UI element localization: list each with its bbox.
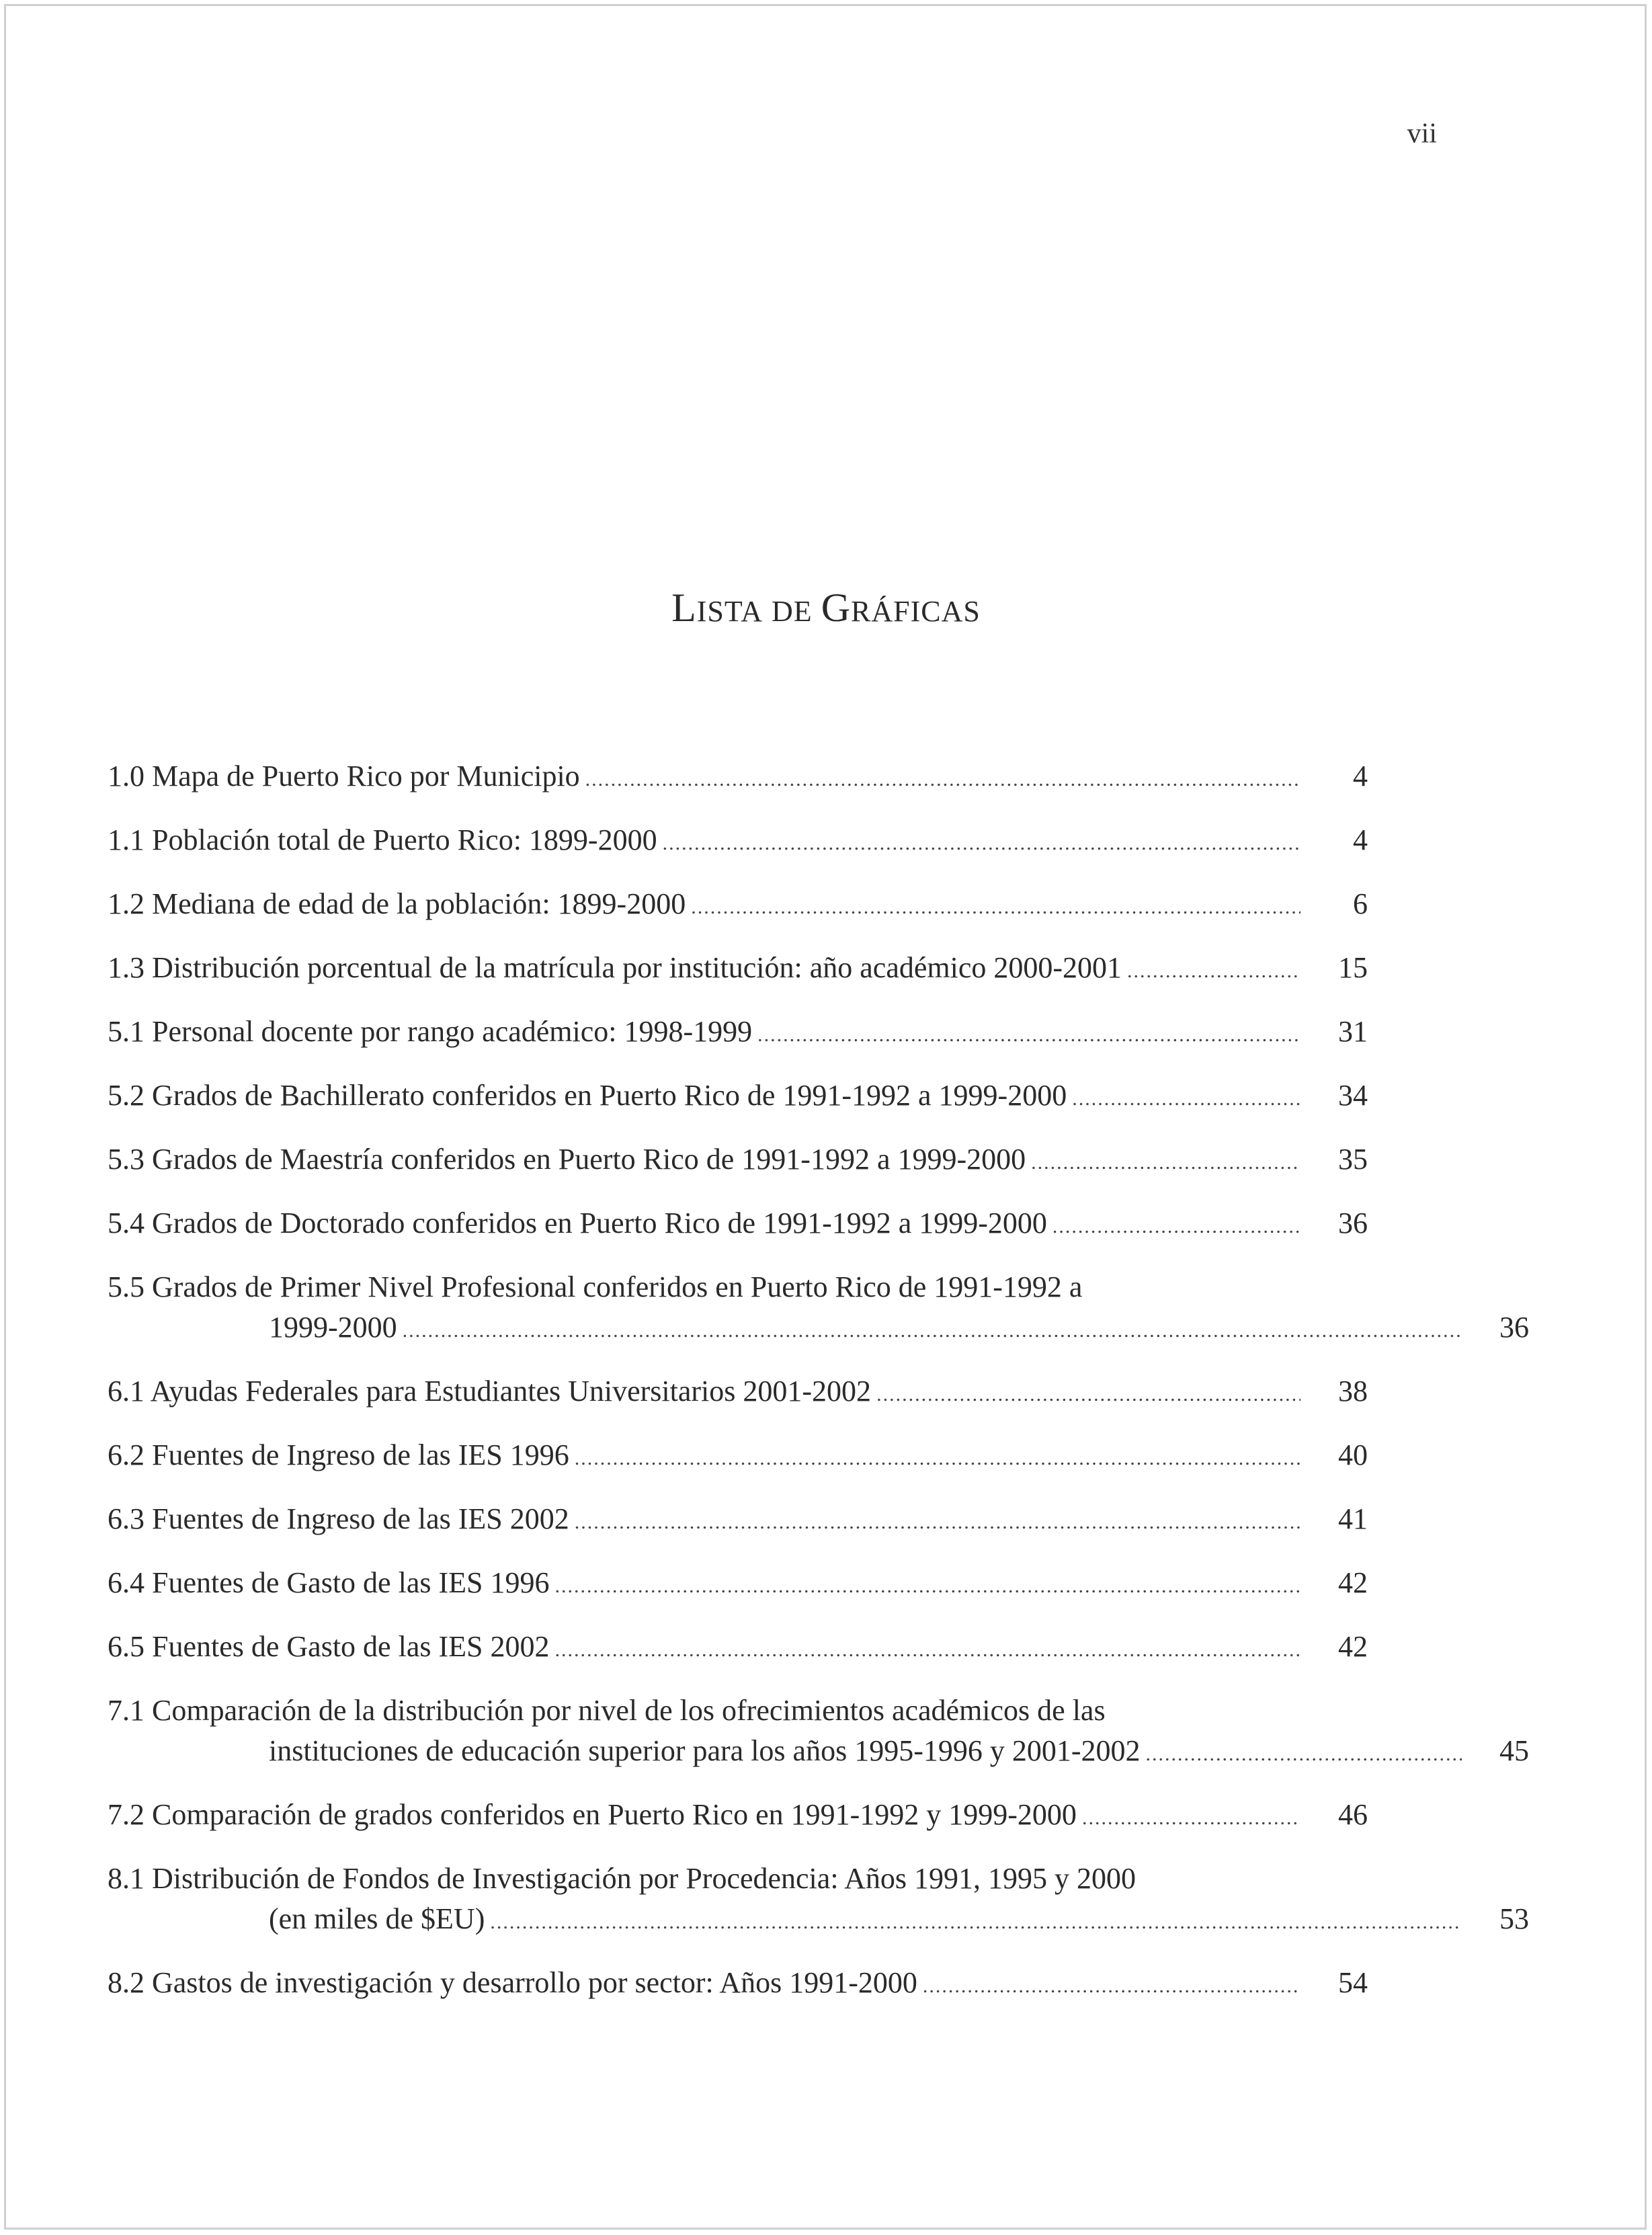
toc-entry-page-number: 41 [1338,1502,1368,1535]
toc-entry[interactable] [108,1963,1368,2006]
toc-entry[interactable] [108,948,1368,991]
toc-entry[interactable] [108,1203,1368,1247]
toc-entry-page-number: 46 [1338,1798,1368,1831]
toc-entry[interactable] [108,1627,1368,1670]
toc-entry-title: 1.2 Mediana de edad de la población: 1899-2000 [108,887,686,920]
toc-entry-page-number: 45 [1499,1734,1529,1767]
toc-entry-page-number: 15 [1338,951,1368,984]
toc-entry[interactable] [108,1371,1368,1415]
page-title [0,585,1652,631]
toc-entry-row [108,1139,1368,1183]
toc-entry-row [108,1075,1368,1119]
toc-entry-title: 1.3 Distribución porcentual de la matrícula por institución: año académico 2000-2001 [108,951,1122,984]
toc-entry[interactable] [108,820,1368,864]
toc-entry-page-number: 34 [1338,1079,1368,1112]
toc-entry-row [108,1499,1368,1543]
toc-entry[interactable] [108,1435,1368,1479]
toc-entry-row [108,1012,1368,1055]
dot-leader [923,1966,1300,2006]
toc-entry-row [108,884,1368,928]
dot-leader [403,1311,1462,1351]
dot-leader [1082,1798,1300,1838]
toc-entry-row [108,820,1368,864]
toc-entry-title: 5.1 Personal docente por rango académico: 1998-1999 [108,1015,753,1048]
title-word-de: DE [772,595,813,628]
toc-entry-title: 5.3 Grados de Maestría conferidos en Puerto Rico de 1991-1992 a 1999-2000 [108,1143,1026,1176]
toc-entry[interactable] [108,1139,1368,1183]
toc-entry-title-line1: 7.1 Comparación de la distribución por nivel de los ofrecimientos académicos de las [108,1694,1106,1727]
dot-leader [1031,1143,1300,1183]
toc-entry-page-number: 40 [1338,1438,1368,1471]
toc-entry-title: 1999-2000 [269,1311,397,1344]
toc-entry-row [108,1899,1529,1943]
toc-entry-page-number: 36 [1338,1207,1368,1240]
toc-entry-page-number: 42 [1338,1566,1368,1599]
toc-entry-page-number: 36 [1499,1311,1529,1344]
toc-entry-row [108,1563,1368,1607]
toc-entry-row [108,1627,1368,1670]
toc-entry[interactable] [108,884,1368,928]
dot-leader [1052,1207,1300,1247]
dot-leader [554,1566,1300,1607]
dot-leader [1127,951,1300,991]
dot-leader [554,1630,1300,1670]
toc-entry-title: 1.0 Mapa de Puerto Rico por Municipio [108,760,580,793]
toc-entry-page-number: 4 [1353,823,1368,856]
toc-entry-title: instituciones de educación superior para los años 1995-1996 y 2001-2002 [269,1734,1141,1767]
toc-entry[interactable] [108,1012,1368,1055]
toc-entry[interactable] [108,1075,1368,1119]
dot-leader [691,887,1300,928]
title-initial-l: L [671,585,697,630]
toc-entry-row [108,1795,1368,1838]
toc-entry[interactable] [108,1795,1368,1838]
toc-entry-title-line1: 5.5 Grados de Primer Nivel Profesional conferidos en Puerto Rico de 1991-1992 a [108,1270,1083,1303]
toc-entry-title: 6.5 Fuentes de Gasto de las IES 2002 [108,1630,550,1663]
dot-leader [757,1015,1300,1055]
toc-entry-page-number: 38 [1338,1375,1368,1408]
toc-entry-row [108,756,1368,800]
table-of-figures [108,756,1529,2027]
dot-leader [585,760,1300,800]
toc-entry-page-number: 4 [1353,760,1368,793]
toc-entry-row [108,948,1368,991]
dot-leader [575,1438,1300,1479]
toc-entry-row [108,1963,1368,2006]
dot-leader [876,1375,1300,1415]
dot-leader [1072,1079,1300,1119]
toc-entry-page-number: 6 [1353,887,1368,920]
toc-entry-row [108,1307,1529,1351]
toc-entry-page-number: 54 [1338,1966,1368,1999]
toc-entry-row [108,1731,1529,1775]
toc-entry[interactable] [108,1691,1529,1775]
toc-entry-title: (en miles de $EU) [269,1902,485,1935]
toc-entry-title: 5.4 Grados de Doctorado conferidos en Puerto Rico de 1991-1992 a 1999-2000 [108,1207,1047,1240]
toc-entry-title: 1.1 Población total de Puerto Rico: 1899-2000 [108,823,657,856]
toc-entry-row [108,1203,1368,1247]
toc-entry-page-number: 53 [1499,1902,1529,1935]
page-number: vii [1407,118,1437,149]
title-word-graficas-rest: RÁFICAS [851,595,981,628]
toc-entry-title: 6.1 Ayudas Federales para Estudiantes Universitarios 2001-2002 [108,1375,872,1408]
toc-entry[interactable] [108,756,1368,800]
toc-entry[interactable] [108,1267,1529,1351]
toc-entry-row [108,1371,1368,1415]
toc-entry-title: 8.2 Gastos de investigación y desarrollo por sector: Años 1991-2000 [108,1966,917,1999]
title-word-lista-rest: ISTA [696,595,763,628]
toc-entry-title-line1: 8.1 Distribución de Fondos de Investigación por Procedencia: Años 1991, 1995 y 2000 [108,1862,1137,1895]
toc-entry[interactable] [108,1563,1368,1607]
toc-entry-row [108,1435,1368,1479]
toc-entry-title: 7.2 Comparación de grados conferidos en Puerto Rico en 1991-1992 y 1999-2000 [108,1798,1077,1831]
dot-leader [1146,1734,1462,1775]
title-initial-g: G [821,585,852,630]
toc-entry-title: 6.4 Fuentes de Gasto de las IES 1996 [108,1566,550,1599]
dot-leader [663,823,1300,864]
dot-leader [575,1502,1300,1543]
dot-leader [490,1902,1462,1943]
toc-entry-title: 6.3 Fuentes de Ingreso de las IES 2002 [108,1502,569,1535]
toc-entry-page-number: 35 [1338,1143,1368,1176]
toc-entry-title: 6.2 Fuentes de Ingreso de las IES 1996 [108,1438,569,1471]
toc-entry[interactable] [108,1499,1368,1543]
toc-entry-page-number: 42 [1338,1630,1368,1663]
toc-entry[interactable] [108,1859,1529,1943]
toc-entry-page-number: 31 [1338,1015,1368,1048]
toc-entry-title: 5.2 Grados de Bachillerato conferidos en Puerto Rico de 1991-1992 a 1999-2000 [108,1079,1067,1112]
